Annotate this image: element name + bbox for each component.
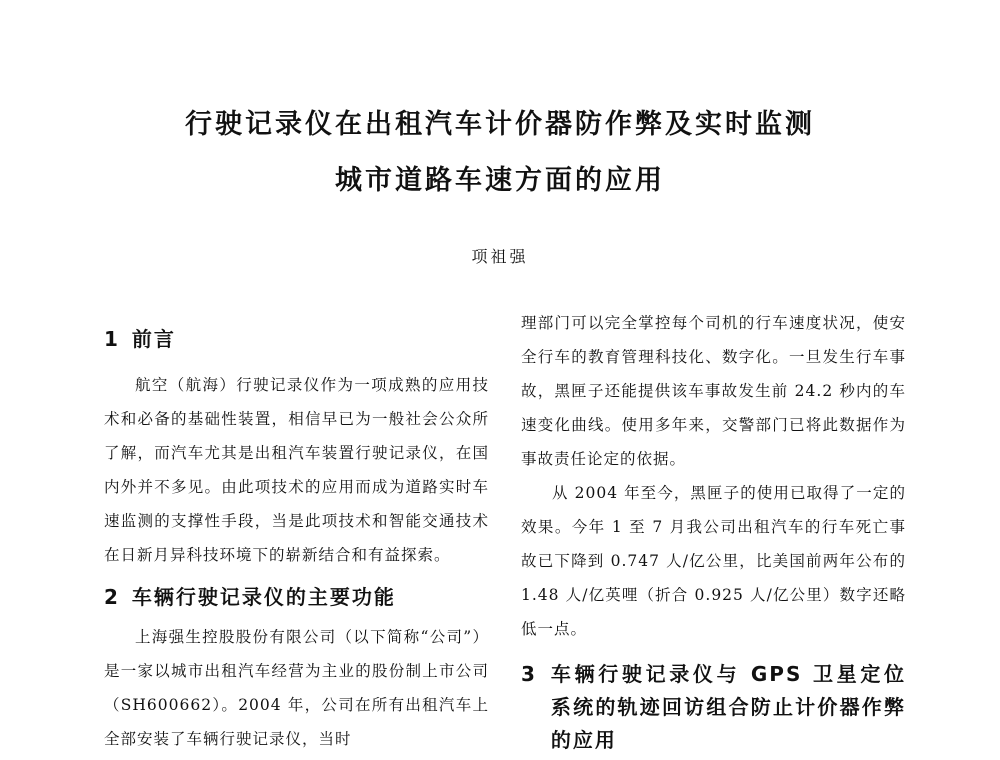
paragraph-introduction: 航空（航海）行驶记录仪作为一项成熟的应用技术和必备的基础性装置，相信早已为一般社会公众所了解，而汽车尤其是出租汽车装置行驶记录仪，在国内外并不多见。由此项技术的应用而成为道路实时车速监测的支撑性手段，当是此项技术和智能交通技术在日新月异科技环境下的崭新结合和有益探索。 — [104, 376, 489, 564]
section-number: 3 — [521, 662, 537, 686]
section-title: 车辆行驶记录仪与 GPS 卫星定位系统的轨迹回访组合防止计价器作弊的应用 — [550, 662, 906, 752]
author-name: 项祖强 — [471, 247, 529, 266]
paragraph-results: 从 2004 年至今，黑匣子的使用已取得了一定的效果。今年 1 至 7 月我公司出租汽车的行车死亡事故已下降到 0.747 人/亿公里，比美国前两年公布的 1.48 人/亿英哩（折合 0.925 人/亿公里）数字还略低一点。 — [521, 484, 906, 638]
section-number: 2 — [104, 585, 120, 609]
section-heading-2 — [104, 580, 489, 614]
section-title: 前言 — [131, 327, 176, 351]
paper-title-line-2: 城市道路车速方面的应用 — [335, 165, 665, 196]
paragraph-continued: 理部门可以完全掌控每个司机的行车速度状况，使安全行车的教育管理科技化、数字化。一旦发生行车事故，黑匣子还能提供该车事故发生前 24.2 秒内的车速变化曲线。使用多年来，交警部门已将此数据作为事故责任论定的依据。 — [521, 314, 906, 468]
section-heading-1 — [104, 322, 489, 356]
paragraph-company-background: 上海强生控股股份有限公司（以下简称“公司”）是一家以城市出租汽车经营为主业的股份制上市公司（SH600662）。2004 年，公司在所有出租汽车上全部安装了车辆行驶记录仪，当时 — [104, 628, 489, 748]
right-column — [521, 306, 906, 757]
section-number: 1 — [104, 327, 120, 351]
section-title: 车辆行驶记录仪的主要功能 — [131, 585, 396, 609]
left-column — [104, 322, 489, 756]
section-heading-3 — [521, 658, 906, 757]
paper-title-line-1: 行驶记录仪在出租汽车计价器防作弊及实时监测 — [185, 109, 815, 140]
